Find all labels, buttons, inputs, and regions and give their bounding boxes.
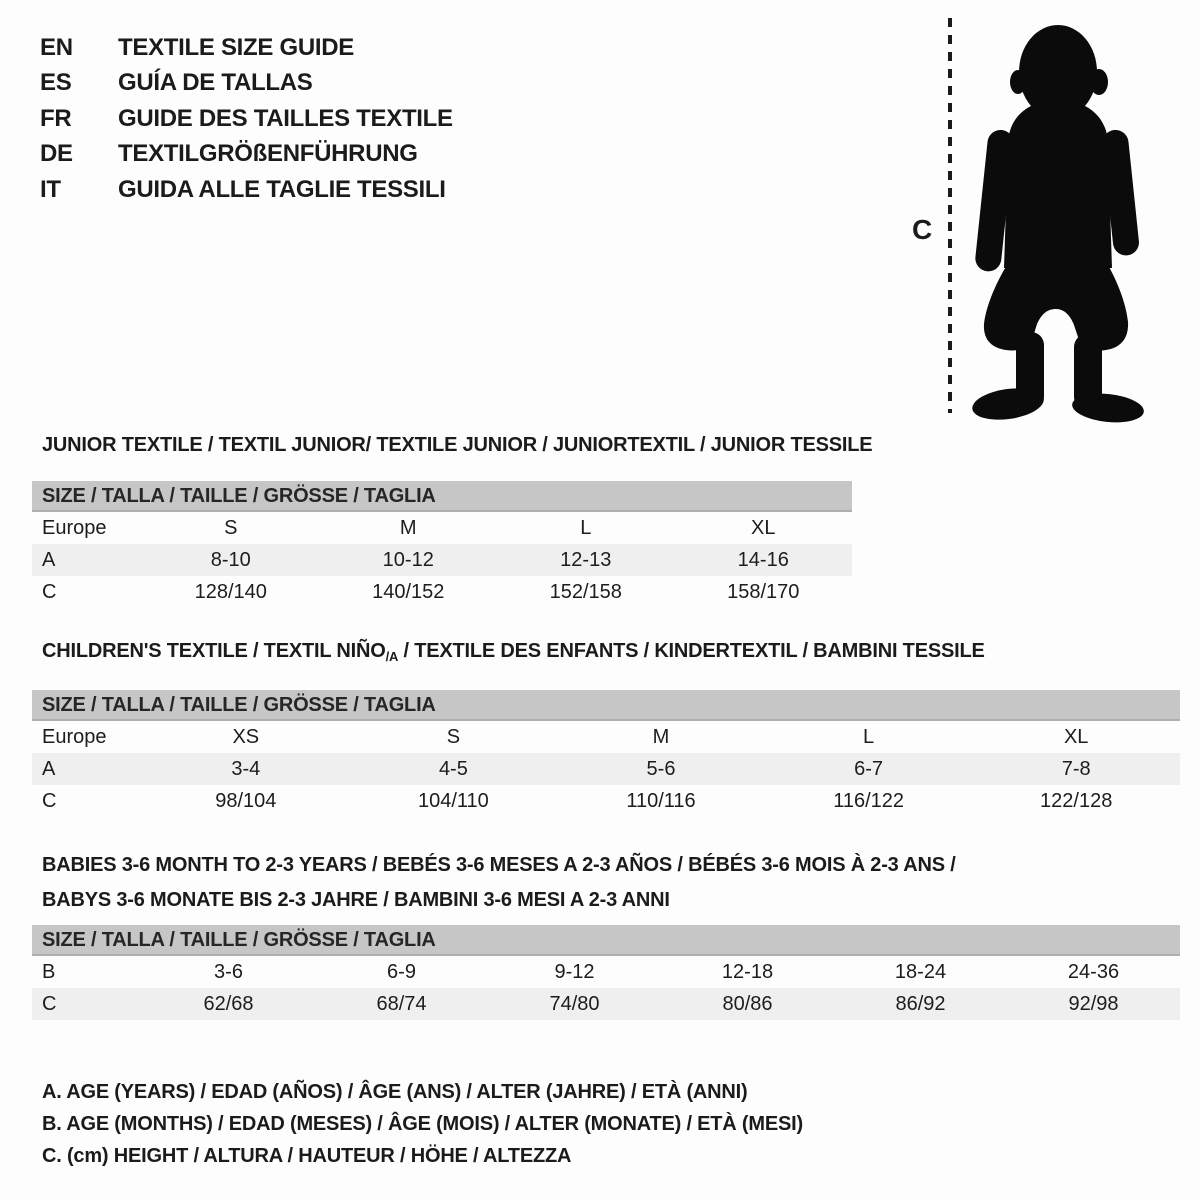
row-label: C	[42, 580, 57, 603]
language-row	[40, 30, 453, 66]
value-cell: 104/110	[417, 789, 489, 812]
value-cell: 12-13	[560, 548, 612, 571]
value-cell: 10-12	[382, 548, 434, 571]
size-cell: S	[224, 516, 238, 539]
value-cell: 98/104	[215, 789, 277, 812]
babies-size-table	[32, 925, 1180, 1020]
junior-size-table	[32, 481, 852, 608]
language-code: FR	[40, 104, 72, 132]
language-label: GUIDE DES TAILLES TEXTILE	[118, 104, 453, 132]
language-row	[40, 137, 453, 173]
language-row	[40, 101, 453, 137]
legend	[42, 1076, 803, 1172]
size-header-bar: SIZE / TALLA / TAILLE / GRÖSSE / TAGLIA	[32, 481, 852, 512]
value-cell: 9-12	[554, 960, 595, 983]
value-cell: 122/128	[1040, 789, 1113, 812]
value-cell: 140/152	[372, 580, 445, 603]
value-cell: 5-6	[646, 757, 676, 780]
value-cell: 24-36	[1067, 960, 1120, 983]
value-cell: 80/86	[722, 992, 773, 1015]
size-cell: S	[446, 725, 461, 748]
junior-section-title: JUNIOR TEXTILE / TEXTIL JUNIOR/ TEXTILE JUNIOR / JUNIORTEXTIL / JUNIOR TESSILE	[42, 434, 873, 456]
babies-title-line2: BABYS 3-6 MONATE BIS 2-3 JAHRE / BAMBINI 3-6 MESI A 2-3 ANNI	[42, 889, 670, 911]
value-cell: 14-16	[737, 548, 789, 571]
height-measure-label: C	[912, 214, 933, 245]
language-code: ES	[40, 69, 72, 97]
language-label: TEXTILGRÖßENFÜHRUNG	[118, 140, 418, 168]
row-label: Europe	[42, 725, 107, 748]
row-label: C	[42, 789, 57, 812]
size-cell: XL	[751, 516, 776, 539]
value-cell: 68/74	[376, 992, 427, 1015]
value-cell: 62/68	[203, 992, 254, 1015]
language-list	[40, 30, 453, 208]
row-label: C	[42, 992, 57, 1015]
table-row	[32, 956, 1180, 988]
row-label: B	[42, 960, 56, 983]
babies-title-line1: BABIES 3-6 MONTH TO 2-3 YEARS / BEBÉS 3-6 MESES A 2-3 AÑOS / BÉBÉS 3-6 MOIS À 2-3 ANS /	[42, 854, 956, 876]
value-cell: 116/122	[833, 789, 904, 812]
table-row	[32, 753, 1180, 785]
babies-section-title	[42, 848, 956, 918]
value-cell: 4-5	[438, 757, 468, 780]
row-label: A	[42, 757, 56, 780]
size-header-bar: SIZE / TALLA / TAILLE / GRÖSSE / TAGLIA	[32, 925, 1180, 956]
value-cell: 6-9	[387, 960, 416, 983]
language-label: TEXTILE SIZE GUIDE	[118, 33, 354, 61]
value-cell: 8-10	[210, 548, 251, 571]
toddler-silhouette-icon	[970, 25, 1145, 423]
row-label: A	[42, 548, 56, 571]
value-cell: 92/98	[1068, 992, 1119, 1015]
value-cell: 3-4	[231, 757, 261, 780]
language-label: GUÍA DE TALLAS	[118, 69, 313, 97]
language-code: DE	[40, 140, 73, 168]
value-cell: 86/92	[895, 992, 946, 1015]
value-cell: 3-6	[214, 960, 243, 983]
table-row	[32, 721, 1180, 753]
language-row	[40, 172, 453, 208]
value-cell: 128/140	[194, 580, 267, 603]
value-cell: 7-8	[1061, 757, 1091, 780]
legend-line-b: B. AGE (MONTHS) / EDAD (MESES) / ÂGE (MOIS) / ALTER (MONATE) / ETÀ (MESI)	[42, 1113, 803, 1135]
size-cell: L	[863, 725, 875, 748]
legend-line-c: C. (cm) HEIGHT / ALTURA / HAUTEUR / HÖHE / ALTEZZA	[42, 1145, 572, 1167]
value-cell: 158/170	[727, 580, 800, 603]
size-cell: L	[580, 516, 592, 539]
measurement-figure	[898, 8, 1160, 423]
children-title-subscript: /A	[385, 649, 399, 664]
size-cell: XL	[1063, 725, 1089, 748]
table-row	[32, 512, 852, 544]
children-title-post: / TEXTILE DES ENFANTS / KINDERTEXTIL / BAMBINI TESSILE	[398, 640, 985, 662]
legend-line-a: A. AGE (YEARS) / EDAD (AÑOS) / ÂGE (ANS) / ALTER (JAHRE) / ETÀ (ANNI)	[42, 1081, 748, 1103]
table-row	[32, 576, 852, 608]
value-cell: 6-7	[854, 757, 884, 780]
value-cell: 18-24	[894, 960, 947, 983]
value-cell: 152/158	[549, 580, 622, 603]
children-title-pre: CHILDREN'S TEXTILE / TEXTIL NIÑO	[42, 640, 386, 662]
children-size-table	[32, 690, 1180, 817]
language-code: IT	[40, 175, 61, 203]
children-section-title	[42, 640, 985, 663]
table-row	[32, 988, 1180, 1020]
table-row	[32, 544, 852, 576]
language-row	[40, 66, 453, 102]
language-label: GUIDA ALLE TAGLIE TESSILI	[118, 175, 446, 203]
value-cell: 110/116	[626, 789, 696, 812]
size-cell: M	[652, 725, 670, 748]
size-cell: XS	[232, 725, 260, 748]
value-cell: 12-18	[721, 960, 774, 983]
language-code: EN	[40, 33, 73, 61]
table-row	[32, 785, 1180, 817]
row-label: Europe	[42, 516, 107, 539]
size-cell: M	[399, 516, 417, 539]
size-header-bar: SIZE / TALLA / TAILLE / GRÖSSE / TAGLIA	[32, 690, 1180, 721]
value-cell: 74/80	[549, 992, 600, 1015]
